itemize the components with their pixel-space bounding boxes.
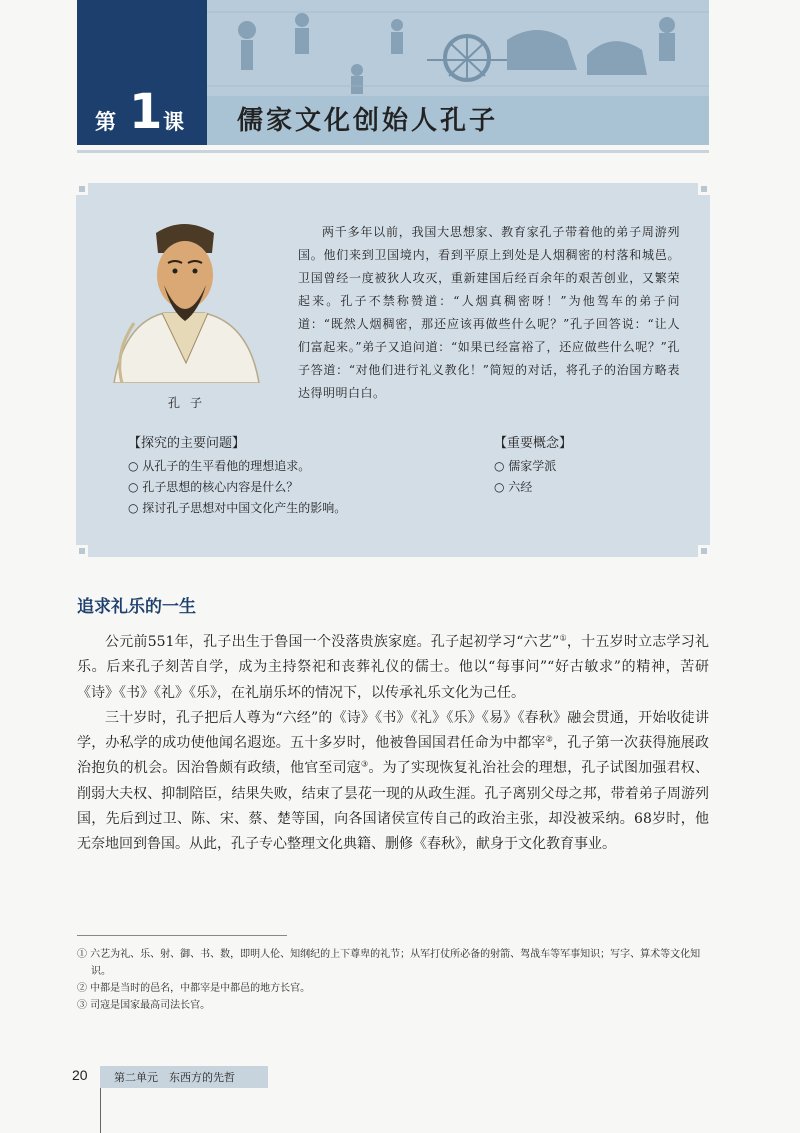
- unit-label-bar: [100, 1066, 268, 1088]
- footnote: ① 六艺为礼、乐、射、御、书、数，即明人伦、知纲纪的上下尊卑的礼节；从军打仗所必备的射箭、驾战车等军事知识；写字、算术等文化知识。: [77, 949, 701, 977]
- lesson-prefix: 第: [95, 110, 116, 134]
- title-band: [207, 96, 709, 145]
- footnote-ref: ①: [559, 633, 567, 643]
- lesson-number-block: [77, 0, 207, 145]
- concepts-heading: 【重要概念】: [494, 436, 573, 451]
- paragraph: [77, 706, 709, 858]
- footnote: ② 中都是当时的邑名，中都宰是中都邑的地方长官。: [77, 983, 311, 994]
- intro-box: [76, 183, 710, 557]
- lesson-number: 1: [129, 84, 163, 140]
- intro-story: 两千多年以前，我国大思想家、教育家孔子带着他的弟子周游列国。他们来到卫国境内，看到平原上到处是人烟稠密的村落和城邑。卫国曾经一度被狄人攻灭，重新建国后经百余年的艰苦创业，又繁荣起来。孔子不禁称赞道：“人烟真稠密呀！”为他驾车的弟子问道：“既然人烟稠密，那还应该再做些什么呢？”孔子回答说：“让人们富起来。”弟子又追问道：“如果已经富裕了，还应做些什么呢？”孔子答道：“对他们进行礼义教化！”简短的对话，将孔子的治国方略表达得明明白白。: [298, 225, 680, 400]
- han-relief-frieze-image: [207, 0, 709, 96]
- lesson-header: [77, 0, 709, 145]
- header-divider: [77, 150, 709, 153]
- text-span: ，孔子第一次获得施展政治抱负的机会。因治鲁颇有政绩，他官至司寇: [77, 735, 710, 777]
- footnotes: [77, 946, 709, 1014]
- paragraph: [77, 630, 709, 706]
- question-item: ○ 从孔子的生平看他的理想追求。: [128, 456, 346, 477]
- footnote: ③ 司寇是国家最高司法长官。: [77, 1000, 211, 1011]
- corner-ornament: [76, 183, 88, 195]
- section-title: 追求礼乐的一生: [77, 597, 196, 617]
- key-questions: [128, 433, 346, 519]
- key-concepts: [494, 433, 572, 498]
- question-item: ○ 孔子思想的核心内容是什么？: [128, 477, 346, 498]
- lesson-title: 儒家文化创始人孔子: [237, 106, 499, 136]
- body-text: [77, 630, 709, 858]
- corner-ornament: [698, 545, 710, 557]
- concept-item: ○ 六经: [494, 477, 572, 498]
- corner-ornament: [698, 183, 710, 195]
- unit-label: 第二单元 东西方的先哲: [114, 1071, 235, 1084]
- text-span: ，十五岁时立志学习礼乐。后来孔子刻苦自学，成为主持祭祀和丧葬礼仪的儒士。他以“每事问”“好古敏求”的精神，苦研《诗》《书》《礼》《乐》，在礼崩乐坏的情况下，以传承礼乐文化为己任。: [77, 634, 710, 701]
- portrait-caption: 孔子: [168, 396, 213, 410]
- text-span: 公元前551年，孔子出生于鲁国一个没落贵族家庭。孔子起初学习“六艺”: [105, 634, 560, 650]
- text-span: 。为了实现恢复礼治社会的理想，孔子试图加强君权、削弱大夫权、抑制陪臣，结果失败，结束了昙花一现的从政生涯。孔子离别父母之邦，带着弟子周游列国，先后到过卫、陈、宋、蔡、楚等国，向各国诸侯宣传自己的政治主张，却没被采纳。68岁时，他无奈地回到鲁国。从此，孔子专心整理文化典籍、删修《春秋》，献身于文化教育事业。: [77, 760, 710, 853]
- question-item: ○ 探讨孔子思想对中国文化产生的影响。: [128, 498, 346, 519]
- text-span: 三十岁时，孔子把后人尊为“六经”的《诗》《书》《礼》《乐》《易》《春秋》融会贯通，开始收徒讲学，办私学的成功使他闻名遐迩。五十多岁时，他被鲁国国君任命为中都宰: [77, 709, 709, 752]
- questions-heading: 【探究的主要问题】: [128, 436, 246, 451]
- page-number: 20: [72, 1067, 88, 1083]
- footnote-ref: ②: [545, 734, 553, 744]
- corner-ornament: [76, 545, 88, 557]
- lesson-suffix: 课: [163, 110, 184, 134]
- footer-rule: [100, 1088, 101, 1133]
- footnote-divider: [77, 935, 287, 936]
- concept-item: ○ 儒家学派: [494, 456, 572, 477]
- confucius-portrait-image: [104, 213, 266, 383]
- footnote-ref: ③: [361, 759, 369, 769]
